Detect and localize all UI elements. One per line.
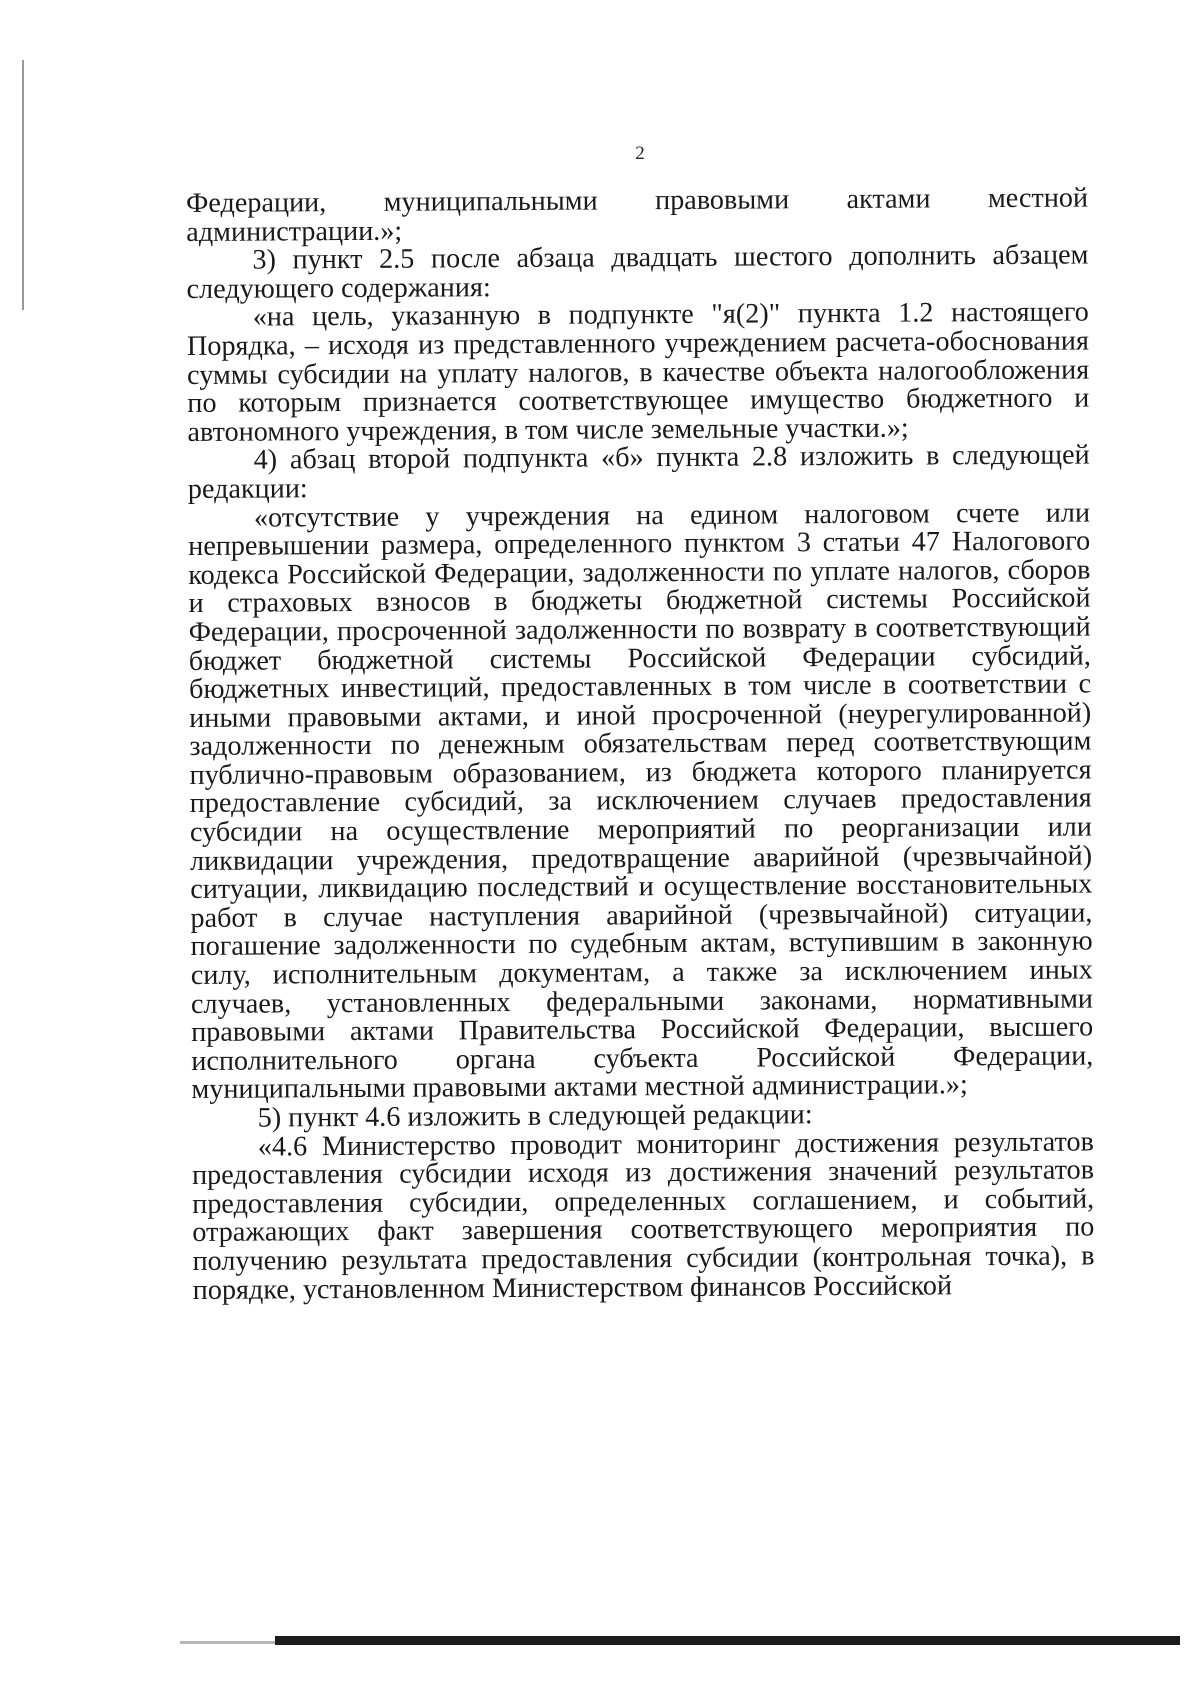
- paragraph-quote-2-8: «отсутствие у учреждения на едином налоговом счете или непревышении размера, определенного пунктом 3 статьи 47 Налогового кодекса Российской Федерации, задолженности по уплате налогов, сборов и страховых взносов в бюджеты бюджетной системы Российской Федерации, просроченной задолженности по возврату в соответствующий бюджет бюджетной системы Российской Федерации субсидий, бюджетных инвестиций, предоставленных в том числе в соответствии с иными правовыми актами, и иной просроченной (неурегулированной) задолженности по денежным обязательствам перед соответствующим публично-правовым образованием, из бюджета которого планируется предоставление субсидий, за исключением случаев предоставления субсидии на осуществление мероприятий по реорганизации или ликвидации учреждения, предотвращение аварийной (чрезвычайной) ситуации, ликвидацию последствий и осуществление восстановительных работ в случае наступления аварийной (чрезвычайной) ситуации, погашение задолженности по судебным актам, вступившим в законную силу, исполнительным документам, а также за исключением иных случаев, установленных федеральными законами, нормативными правовыми актами Правительства Российской Федерации, высшего исполнительного органа субъекта Российской Федерации, муниципальными правовыми актами местной администрации.»;: [188, 497, 1094, 1106]
- scan-artifact-bar: [275, 1636, 1180, 1645]
- page-number: 2: [635, 143, 645, 164]
- paragraph-item-4: 4) абзац второй подпункта «б» пункта 2.8 изложить в следующей редакции:: [187, 439, 1090, 505]
- paragraph-continuation: Федерации, муниципальными правовыми актами местной администрации.»;: [185, 182, 1089, 248]
- paragraph-item-5: 5) пункт 4.6 изложить в следующей редакции:: [257, 1099, 813, 1134]
- document-body: [186, 184, 1095, 1305]
- paragraph-item-3: 3) пункт 2.5 после абзаца двадцать шестого дополнить абзацем следующего содержания:: [186, 239, 1089, 305]
- paragraph-quote-4-6: «4.6 Министерство проводит мониторинг достижения результатов предоставления субсидии исходя из достижения значений результатов предоставления субсидии, определенных соглашением, и событий, отражающих факт завершения соответствующего мероприятия по получению результата предоставления субсидии (контрольная точка), в порядке, установленном Министерством финансов Российской: [191, 1126, 1095, 1306]
- scan-edge-line: [22, 60, 24, 310]
- paragraph-quote-2-5: «на цель, указанную в подпункте "я(2)" пункта 1.2 настоящего Порядка, – исходя из представленного учреждением расчета-обоснования суммы субсидии на уплату налогов, в качестве объекта налогообложения по которым признается соответствующее имущество бюджетного и автономного учреждения, в том числе земельные участки.»;: [186, 296, 1090, 448]
